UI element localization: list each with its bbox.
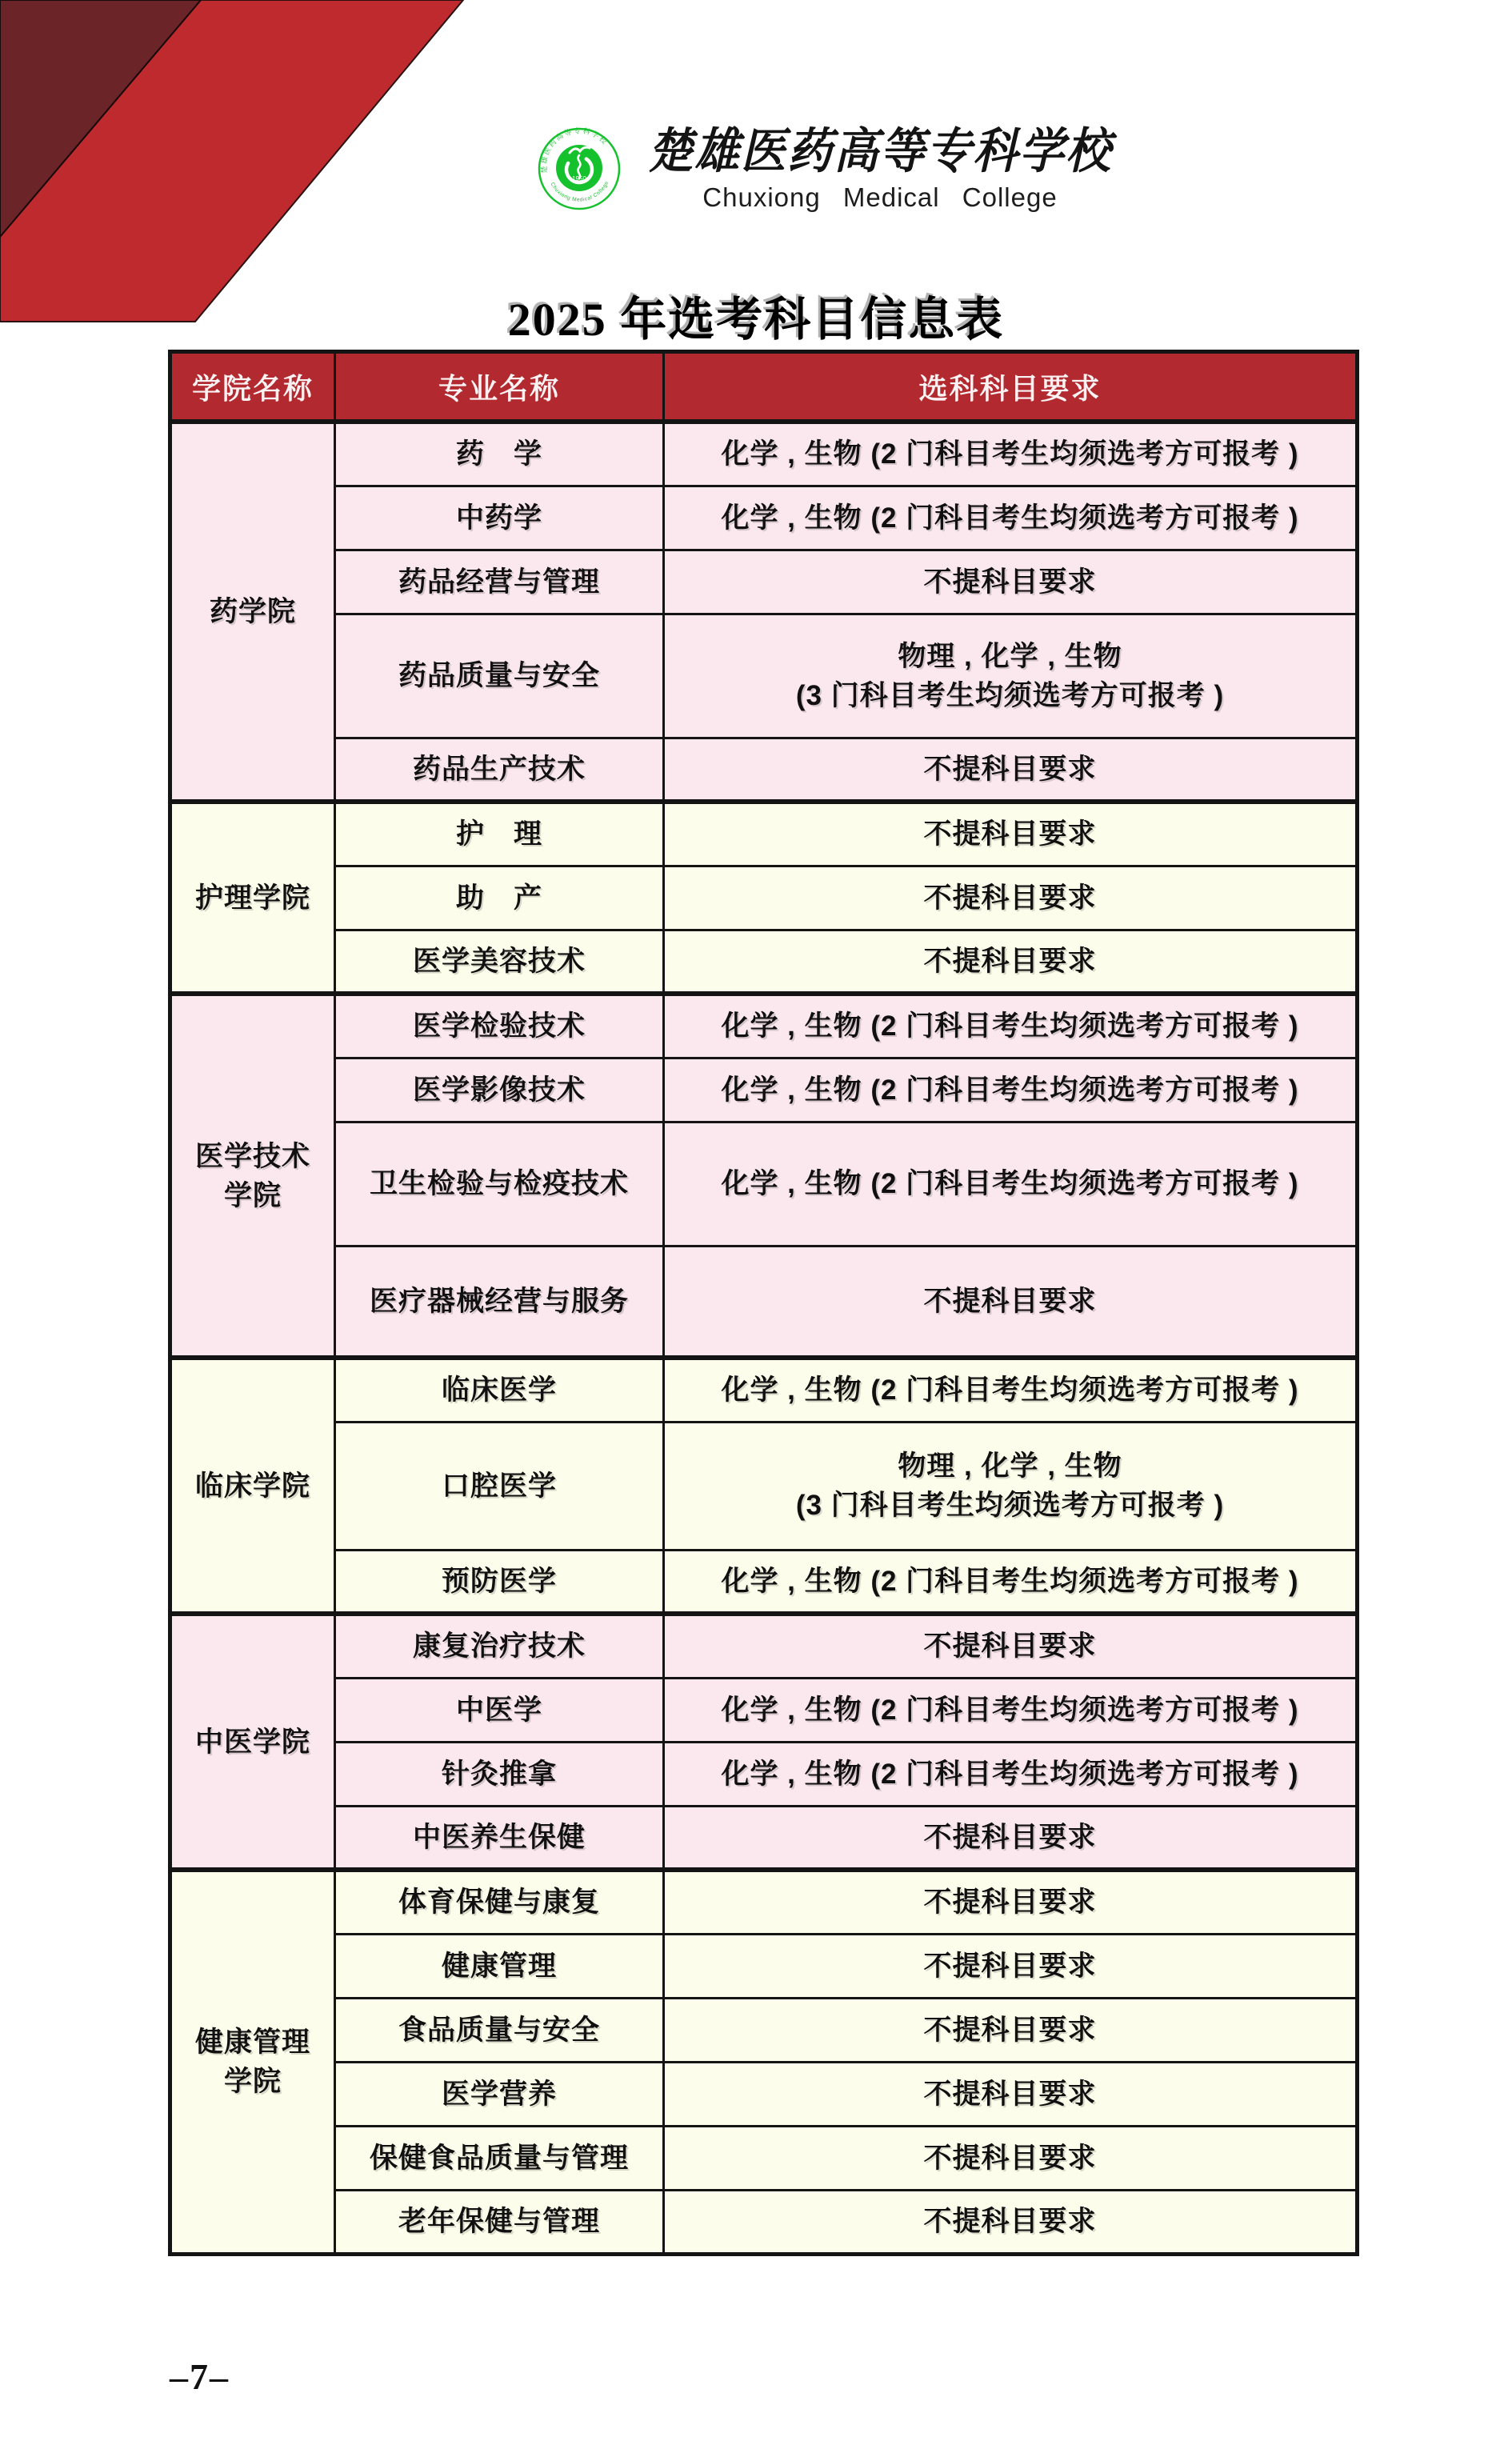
text-line: 护理学院 [194,882,310,914]
requirement-cell [664,1870,1358,1934]
major-cell [335,1246,664,1358]
major-cell [335,1422,664,1550]
table-row [170,422,1358,486]
table-row [170,2190,1358,2254]
text-line: 体育保健与康复 [398,1887,600,1919]
table-row [170,1122,1358,1246]
text-line: 化学 , 生物 (2 门科目考生均须选考方可报考 ) [721,1694,1299,1726]
text-line: 康复治疗技术 [412,1631,586,1663]
text-line: 药品质量与安全 [398,660,600,691]
requirement-cell [664,486,1358,550]
text-line: 预防医学 [441,1565,557,1597]
text-line: 不提科目要求 [923,1285,1097,1317]
major-cell [335,866,664,930]
table-row [170,930,1358,994]
subject-table-body [170,422,1358,2254]
text-line: 健康管理 [441,1950,557,1982]
text-line: 不提科目要求 [923,753,1097,785]
requirement-cell [664,1998,1358,2062]
text-line: 化学 , 生物 (2 门科目考生均须选考方可报考 ) [721,1758,1299,1790]
subject-table-head [170,352,1358,422]
major-cell [335,1806,664,1870]
text-line: 药品生产技术 [412,753,586,785]
table-row [170,1678,1358,1742]
requirement-cell [664,738,1358,802]
text-line: 不提科目要求 [923,2078,1097,2110]
requirement-cell [664,1678,1358,1742]
requirement-cell [664,614,1358,738]
text-line: 学院 [223,2066,282,2098]
text-line: 中医学 [455,1694,542,1726]
header-row [170,352,1358,422]
major-cell [335,1998,664,2062]
text-line: 物理 , 化学 , 生物 [898,1451,1122,1482]
text-line: 医学检验技术 [412,1010,586,1042]
text-line: 化学 , 生物 (2 门科目考生均须选考方可报考 ) [721,1565,1299,1597]
text-line: (3 门科目考生均须选考方可报考 ) [795,1490,1225,1521]
requirement-cell [664,1742,1358,1806]
text-line: 物理 , 化学 , 生物 [898,640,1122,672]
text-line: 口腔医学 [441,1470,557,1502]
table-row [170,866,1358,930]
text-line: 老年保健与管理 [398,2206,600,2237]
table-row [170,550,1358,614]
text-line: 不提科目要求 [923,1887,1097,1919]
text-line: 不提科目要求 [923,2142,1097,2174]
text-line: 医学美容技术 [412,945,586,977]
major-cell [335,1122,664,1246]
college-name-zh: 楚雄医药高等专科学校 [648,125,1112,179]
text-line: 化学 , 生物 (2 门科目考生均须选考方可报考 ) [721,1375,1299,1407]
header-college-name: 学院名称 [170,352,335,422]
major-cell [335,486,664,550]
text-line: 临床医学 [441,1375,557,1407]
text-line: 不提科目要求 [923,1821,1097,1853]
requirement-cell [664,1806,1358,1870]
requirement-cell [664,1358,1358,1422]
text-line: 不提科目要求 [923,566,1097,598]
major-cell [335,994,664,1058]
requirement-cell [664,930,1358,994]
text-line: 不提科目要求 [923,945,1097,977]
text-line: 化学 , 生物 (2 门科目考生均须选考方可报考 ) [721,502,1299,534]
table-row [170,1742,1358,1806]
table-row [170,1614,1358,1678]
requirement-cell [664,1614,1358,1678]
text-line: 卫生检验与检疫技术 [369,1168,629,1199]
table-row [170,2126,1358,2190]
table-row [170,1806,1358,1870]
text-line: 医学技术 [194,1140,310,1172]
table-row [170,802,1358,866]
text-line: 中药学 [455,502,542,534]
major-cell [335,614,664,738]
major-cell [335,1934,664,1998]
major-cell [335,2062,664,2126]
major-cell [335,2126,664,2190]
table-row [170,614,1358,738]
text-line: 保健食品质量与管理 [369,2142,629,2174]
text-line: 护 理 [455,818,542,850]
text-line: 医学营养 [441,2078,557,2110]
seal-ring-text: 楚雄医药高等专科学校 [539,126,610,174]
table-row [170,1870,1358,1934]
text-line: 针灸推拿 [441,1758,557,1790]
text-line: 药学院 [209,596,296,627]
major-cell [335,1614,664,1678]
text-line: 学院 [223,1179,282,1211]
text-line: 不提科目要求 [923,2206,1097,2237]
table-row [170,1422,1358,1550]
college-seal-logo [534,126,624,224]
requirement-cell [664,2126,1358,2190]
requirement-cell [664,1422,1358,1550]
corner-ribbon [0,0,480,328]
major-cell [335,738,664,802]
text-line: 化学 , 生物 (2 门科目考生均须选考方可报考 ) [721,1010,1299,1042]
requirement-cell [664,802,1358,866]
seal-arc-text: Chuxiong Medical College [549,180,610,203]
text-line: 医学影像技术 [412,1074,586,1106]
major-cell [335,1742,664,1806]
table-row [170,738,1358,802]
text-line: 临床学院 [194,1470,310,1502]
requirement-cell [664,994,1358,1058]
text-line: 助 产 [455,882,542,914]
college-cell [170,1614,335,1870]
major-cell [335,1870,664,1934]
table-row [170,1246,1358,1358]
table-row [170,486,1358,550]
header-major-name: 专业名称 [335,352,664,422]
text-line: 药品经营与管理 [398,566,600,598]
requirement-cell [664,422,1358,486]
table-row [170,994,1358,1058]
text-line: 中医养生保健 [412,1821,586,1853]
table-row [170,1550,1358,1614]
text-line: (3 门科目考生均须选考方可报考 ) [795,679,1225,711]
college-cell [170,994,335,1358]
seal-year: 1950 [572,175,586,182]
requirement-cell [664,1058,1358,1122]
header-subject-requirement: 选科科目要求 [664,352,1358,422]
college-name-en: Chuxiong Medical College [702,182,1058,213]
brand-text [648,126,1112,213]
table-row [170,2062,1358,2126]
requirement-cell [664,1246,1358,1358]
text-line: 健康管理 [194,2027,310,2059]
college-cell [170,1358,335,1614]
major-cell [335,1550,664,1614]
major-cell [335,930,664,994]
text-line: 不提科目要求 [923,1631,1097,1663]
major-cell [335,550,664,614]
subject-table [168,350,1359,2256]
text-line: 不提科目要求 [923,882,1097,914]
requirement-cell [664,2190,1358,2254]
table-row [170,1358,1358,1422]
table-row [170,1998,1358,2062]
text-line: 食品质量与安全 [398,2014,600,2046]
requirement-cell [664,550,1358,614]
text-line: 不提科目要求 [923,2014,1097,2046]
text-line: 化学 , 生物 (2 门科目考生均须选考方可报考 ) [721,1168,1299,1199]
major-cell [335,802,664,866]
text-line: 不提科目要求 [923,818,1097,850]
requirement-cell [664,1934,1358,1998]
text-line: 不提科目要求 [923,1950,1097,1982]
text-line: 医疗器械经营与服务 [369,1285,629,1317]
major-cell [335,422,664,486]
table-row [170,1934,1358,1998]
text-line: 药 学 [455,438,542,470]
page-title: 2025 年选考科目信息表 [507,294,1005,346]
page-number: –7– [170,2356,230,2397]
text-line: 中医学院 [194,1726,310,1758]
requirement-cell [664,1550,1358,1614]
major-cell [335,1358,664,1422]
text-line: 化学 , 生物 (2 门科目考生均须选考方可报考 ) [721,1074,1299,1106]
college-cell [170,802,335,994]
requirement-cell [664,2062,1358,2126]
major-cell [335,1058,664,1122]
major-cell [335,2190,664,2254]
college-cell [170,1870,335,2254]
table-row [170,1058,1358,1122]
brand-header [534,126,1112,224]
major-cell [335,1678,664,1742]
text-line: 化学 , 生物 (2 门科目考生均须选考方可报考 ) [721,438,1299,470]
college-cell [170,422,335,802]
requirement-cell [664,1122,1358,1246]
requirement-cell [664,866,1358,930]
